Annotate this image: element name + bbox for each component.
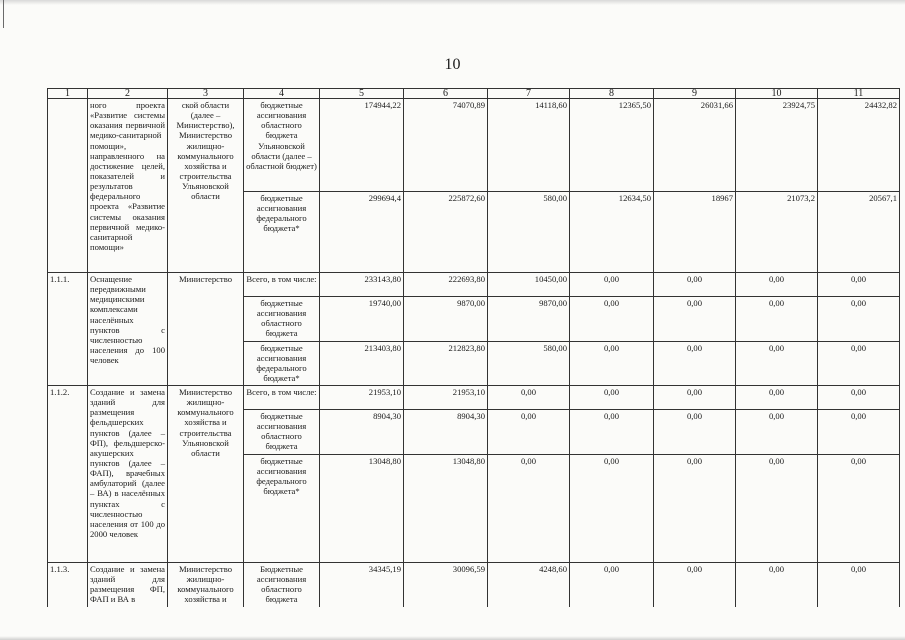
value-cell: 20567,1 (818, 192, 900, 273)
value-cell: 0,00 (570, 386, 654, 410)
value-cell: 21953,10 (404, 386, 488, 410)
activity-name-cell: Оснащение передвижными медицинскими комплексами населённых пунктов с численностью населения до 100 человек (88, 273, 168, 386)
table-row (48, 273, 900, 297)
executor-cell: Министерство жилищно-коммунального хозяйства и строительства Ульяновской области (168, 386, 244, 563)
value-cell: 0,00 (818, 297, 900, 342)
executor-cell: ской области (далее – Министерство), Министерство жилищно-коммунального хозяйства и строительства Ульяновской области (168, 99, 244, 273)
header-cell: 5 (320, 89, 404, 99)
value-cell: 9870,00 (404, 297, 488, 342)
funding-source-cell: Всего, в том числе: (244, 386, 320, 410)
row-number-cell: 1.1.3. (48, 563, 88, 607)
value-cell: 580,00 (488, 192, 570, 273)
value-cell: 0,00 (570, 342, 654, 386)
value-cell: 10450,00 (488, 273, 570, 297)
value-cell: 0,00 (570, 297, 654, 342)
header-cell: 11 (818, 89, 900, 99)
value-cell: 26031,66 (654, 99, 736, 192)
value-cell: 12634,50 (570, 192, 654, 273)
value-cell: 0,00 (654, 342, 736, 386)
funding-source-cell: Всего, в том числе: (244, 273, 320, 297)
row-number-cell (48, 99, 88, 273)
value-cell: 299694,4 (320, 192, 404, 273)
value-cell: 0,00 (654, 273, 736, 297)
value-cell: 30096,59 (404, 563, 488, 607)
executor-cell: Министерство (168, 273, 244, 386)
value-cell: 18967 (654, 192, 736, 273)
header-cell: 6 (404, 89, 488, 99)
header-cell: 10 (736, 89, 818, 99)
value-cell: 0,00 (488, 410, 570, 455)
value-cell: 13048,80 (320, 455, 404, 563)
header-cell: 7 (488, 89, 570, 99)
funding-source-cell: бюджетные ассигнования федерального бюджета* (244, 455, 320, 563)
activity-name-cell: Создание и замена зданий для размещения ФП, ФАП и ВА в (88, 563, 168, 607)
value-cell: 74070,89 (404, 99, 488, 192)
funding-source-cell: бюджетные ассигнования федерального бюджета* (244, 342, 320, 386)
value-cell: 8904,30 (404, 410, 488, 455)
value-cell: 212823,80 (404, 342, 488, 386)
executor-cell: Министерство жилищно-коммунального хозяйства и (168, 563, 244, 607)
value-cell: 21953,10 (320, 386, 404, 410)
value-cell: 14118,60 (488, 99, 570, 192)
scan-edge-bottom (0, 636, 905, 640)
table-row (48, 563, 900, 607)
value-cell: 0,00 (736, 455, 818, 563)
value-cell: 0,00 (654, 563, 736, 607)
activity-name-cell: Создание и замена зданий для размещения фельдшерских пунктов (далее – ФП), фельдшерско-акушерских пунктов (далее – ФАП), врачебных амбулаторий (далее – ВА) в населённых пунктах с численностью населения от 100 до 2000 человек (88, 386, 168, 563)
value-cell: 19740,00 (320, 297, 404, 342)
row-number-cell: 1.1.2. (48, 386, 88, 563)
value-cell: 0,00 (736, 563, 818, 607)
value-cell: 12365,50 (570, 99, 654, 192)
value-cell: 23924,75 (736, 99, 818, 192)
header-cell: 4 (244, 89, 320, 99)
value-cell: 0,00 (654, 410, 736, 455)
value-cell: 0,00 (736, 342, 818, 386)
funding-source-cell: Бюджетные ассигнования областного бюджета (244, 563, 320, 607)
funding-source-cell: бюджетные ассигнования федерального бюджета* (244, 192, 320, 273)
table-row (48, 99, 900, 192)
value-cell: 0,00 (570, 410, 654, 455)
header-cell: 9 (654, 89, 736, 99)
value-cell: 9870,00 (488, 297, 570, 342)
page-number: 10 (444, 56, 461, 73)
value-cell: 0,00 (736, 410, 818, 455)
value-cell: 233143,80 (320, 273, 404, 297)
header-cell: 1 (48, 89, 88, 99)
value-cell: 0,00 (570, 273, 654, 297)
value-cell: 0,00 (818, 563, 900, 607)
funding-source-cell: бюджетные ассигнования областного бюджета (244, 410, 320, 455)
activity-name-cell: ного проекта «Развитие системы оказания первичной медико-санитарной помощи», направленного на достижение целей, показателей и результатов федерального проекта «Развитие системы оказания первичной медико-санитарной помощи» (88, 99, 168, 273)
value-cell: 0,00 (654, 455, 736, 563)
value-cell: 0,00 (818, 386, 900, 410)
value-cell: 24432,82 (818, 99, 900, 192)
value-cell: 0,00 (818, 342, 900, 386)
scan-edge-top (0, 0, 905, 5)
budget-table (47, 88, 900, 607)
value-cell: 0,00 (736, 386, 818, 410)
value-cell: 13048,80 (404, 455, 488, 563)
value-cell: 0,00 (818, 410, 900, 455)
table-row (48, 386, 900, 410)
value-cell: 0,00 (654, 297, 736, 342)
value-cell: 0,00 (736, 273, 818, 297)
value-cell: 4248,60 (488, 563, 570, 607)
row-number-cell: 1.1.1. (48, 273, 88, 386)
value-cell: 580,00 (488, 342, 570, 386)
value-cell: 0,00 (570, 563, 654, 607)
value-cell: 21073,2 (736, 192, 818, 273)
value-cell: 213403,80 (320, 342, 404, 386)
header-cell: 3 (168, 89, 244, 99)
value-cell: 8904,30 (320, 410, 404, 455)
value-cell: 0,00 (818, 455, 900, 563)
value-cell: 0,00 (654, 386, 736, 410)
value-cell: 0,00 (736, 297, 818, 342)
header-cell: 2 (88, 89, 168, 99)
value-cell: 0,00 (570, 455, 654, 563)
value-cell: 222693,80 (404, 273, 488, 297)
funding-source-cell: бюджетные ассигнования областного бюджета (244, 297, 320, 342)
value-cell: 0,00 (818, 273, 900, 297)
value-cell: 34345,19 (320, 563, 404, 607)
table-header-row (48, 89, 900, 99)
scan-edge-left (3, 0, 4, 28)
value-cell: 225872,60 (404, 192, 488, 273)
value-cell: 0,00 (488, 386, 570, 410)
header-cell: 8 (570, 89, 654, 99)
funding-source-cell: бюджетные ассигнования областного бюджета Ульяновской области (далее – областной бюджет) (244, 99, 320, 192)
value-cell: 174944,22 (320, 99, 404, 192)
value-cell: 0,00 (488, 455, 570, 563)
